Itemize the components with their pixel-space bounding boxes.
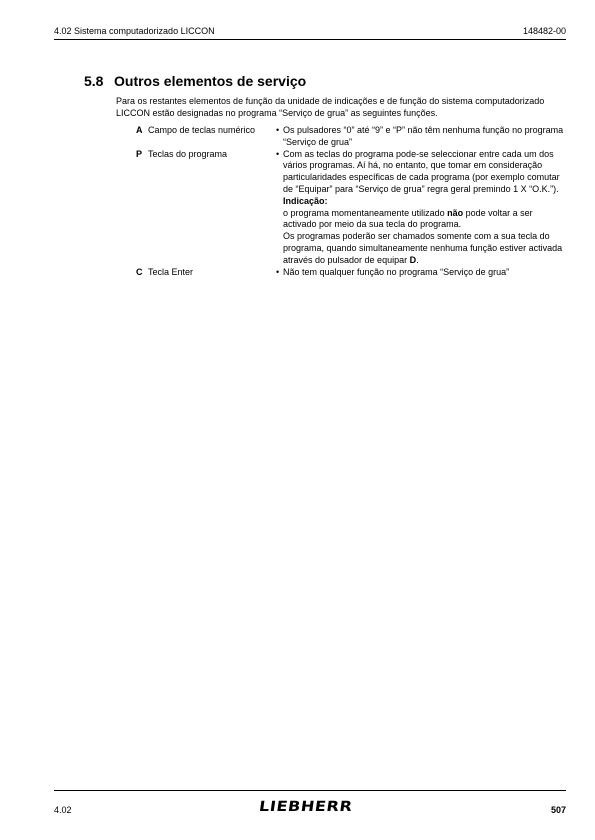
note-text: . — [416, 254, 419, 265]
note-paragraph-1 — [283, 208, 566, 232]
bullet-icon: • — [276, 266, 280, 277]
header-doc-number: 148482-00 — [522, 26, 566, 36]
note-text: o programa momentaneamente utilizado — [283, 207, 448, 218]
section-heading — [84, 73, 306, 89]
note-text: pode voltar a ser activado por meio da sua tecla do programa. — [283, 207, 533, 230]
item-description — [276, 267, 566, 279]
list-item-c — [136, 267, 566, 279]
item-key: P — [136, 148, 143, 159]
note-text: Os programas poderão ser chamados somente com a sua tecla do programa, quando simultaneamente nenhuma função estiver activada através do pulsador de equipar — [283, 231, 563, 265]
item-description — [276, 149, 566, 267]
bullet-icon: • — [276, 125, 280, 135]
item-description — [276, 125, 566, 149]
page-header — [54, 26, 566, 40]
item-label: Teclas do programa — [148, 148, 228, 159]
item-desc-block — [283, 149, 566, 267]
item-key: C — [136, 266, 143, 277]
liebherr-logo: LIEBHERR — [257, 799, 354, 815]
header-chapter: 4.02 Sistema computadorizado LICCON — [54, 26, 215, 36]
section-number: 5.8 — [84, 73, 104, 89]
section-intro: Para os restantes elementos de função da unidade de indicações e de função do sistema computadorizado LICCON estão designadas no programa “Serviço de grua” as seguintes funções. — [116, 96, 545, 118]
item-desc-text: Com as teclas do programa pode-se seleccionar entre cada um dos vários programas. Aí há, no entanto, que tomar em consideração particularidades específicas de cada programa (por exemplo comutar de “Equipar” para “Serviço de grua” regra geral premindo 1 X “O.K.”). — [283, 148, 560, 194]
item-label: Tecla Enter — [148, 266, 194, 277]
item-key: A — [136, 125, 143, 135]
footer-version: 4.02 — [54, 805, 72, 815]
list-item-a — [136, 125, 566, 149]
item-desc-text: Não tem qualquer função no programa “Serviço de grua” — [283, 266, 510, 277]
note-heading: Indicação: — [283, 195, 328, 206]
page-number: 507 — [550, 805, 566, 815]
item-label: Campo de teclas numérico — [148, 125, 256, 135]
page-footer — [54, 790, 566, 823]
function-list — [136, 125, 566, 278]
bullet-icon: • — [276, 148, 280, 159]
section-title: Outros elementos de serviço — [114, 73, 307, 89]
list-item-p — [136, 149, 566, 267]
item-desc-text: Os pulsadores “0” até “9” e “P” não têm nenhuma função no programa “Serviço de grua” — [283, 125, 564, 147]
note-paragraph-2 — [283, 231, 566, 266]
note-emphasis: não — [447, 207, 464, 218]
note-emphasis: D — [409, 254, 417, 265]
